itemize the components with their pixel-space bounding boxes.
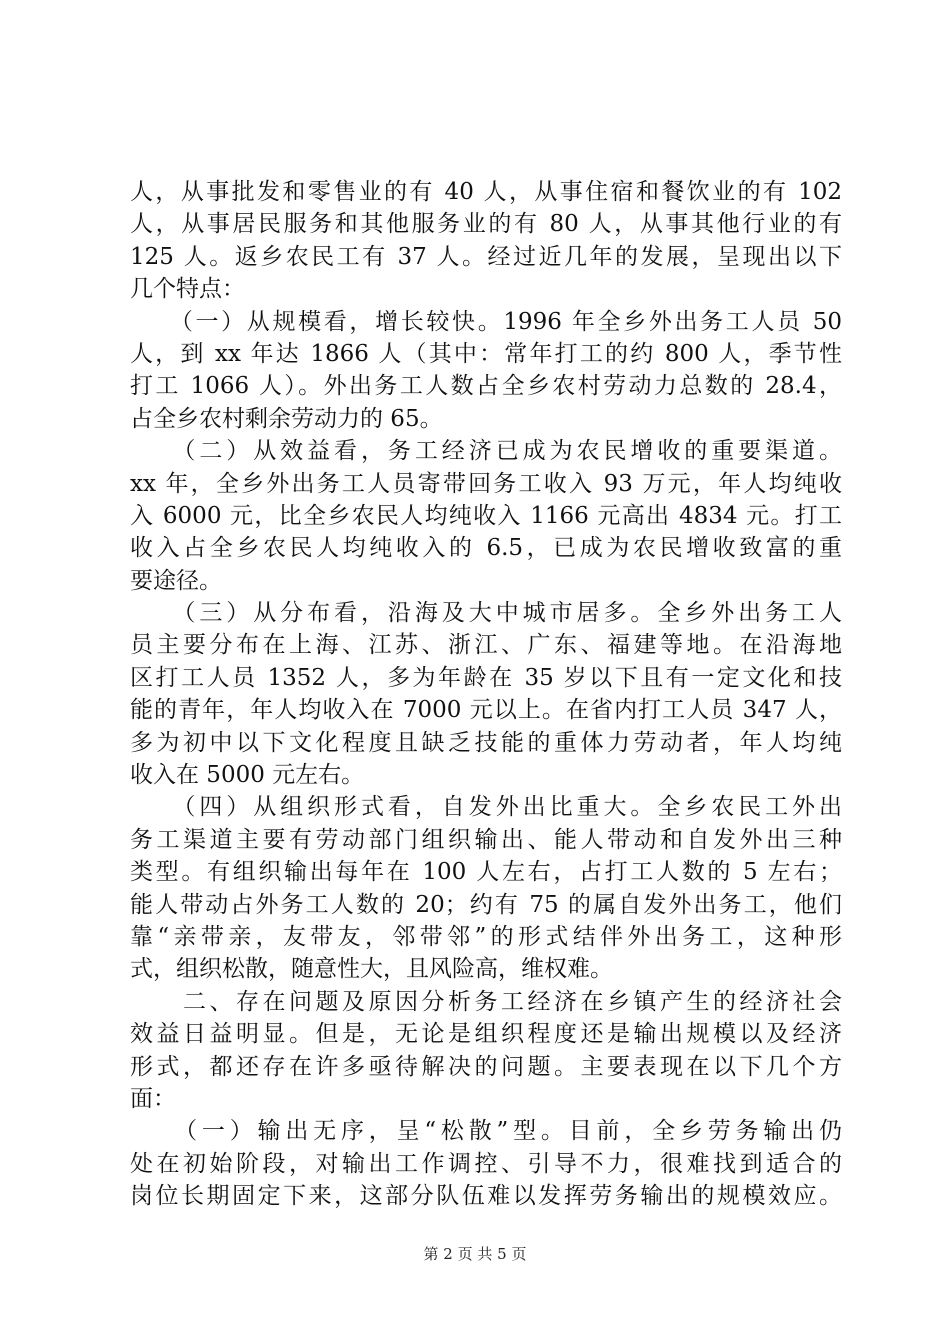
text-line: 125 人。返乡农民工有 37 人。经过近几年的发展，呈现出以下 bbox=[130, 243, 842, 270]
text-line: （四）从组织形式看，自发外出比重大。全乡农民工外出 bbox=[130, 794, 842, 821]
text-line: 处在初始阶段，对输出工作调控、引导不力，很难找到适合的 bbox=[130, 1150, 842, 1177]
text-line: 靠“亲带亲，友带友，邻带邻”的形式结伴外出务工，这种形 bbox=[130, 923, 842, 950]
text-line: 式，组织松散，随意性大，且风险高，维权难。 bbox=[130, 956, 613, 983]
text-line: 形式，都还存在许多亟待解决的问题。主要表现在以下几个方 bbox=[130, 1053, 842, 1080]
text-line: 二、存在问题及原因分析务工经济在乡镇产生的经济社会 bbox=[130, 988, 842, 1015]
text-line: （一）从规模看，增长较快。1996 年全乡外出务工人员 50 bbox=[130, 308, 842, 335]
text-line: 岗位长期固定下来，这部分队伍难以发挥劳务输出的规模效应。 bbox=[130, 1183, 842, 1210]
text-line: 效益日益明显。但是，无论是组织程度还是输出规模以及经济 bbox=[130, 1021, 842, 1048]
text-line: 收入在 5000 元左右。 bbox=[130, 762, 365, 789]
text-line: （二）从效益看，务工经济已成为农民增收的重要渠道。 bbox=[130, 438, 842, 465]
text-line: 打工 1066 人）。外出务工人数占全乡农村劳动力总数的 28.4， bbox=[130, 373, 842, 400]
text-line: 面： bbox=[130, 1085, 176, 1112]
text-line: 区打工人员 1352 人，多为年龄在 35 岁以下且有一定文化和技 bbox=[130, 664, 842, 691]
text-line: 人，从事批发和零售业的有 40 人，从事住宿和餐饮业的有 102 bbox=[130, 179, 842, 205]
text-line: 人，到 xx 年达 1866 人（其中：常年打工的约 800 人，季节性 bbox=[130, 340, 842, 367]
text-line: 几个特点： bbox=[130, 276, 245, 303]
text-line: （三）从分布看，沿海及大中城市居多。全乡外出务工人 bbox=[130, 600, 842, 627]
text-line: 入 6000 元，比全乡农民人均纯收入 1166 元高出 4834 元。打工 bbox=[130, 502, 842, 529]
text-line: 要途径。 bbox=[130, 567, 222, 594]
text-line: 务工渠道主要有劳动部门组织输出、能人带动和自发外出三种 bbox=[130, 826, 842, 853]
text-line: 能的青年，年人均收入在 7000 元以上。在省内打工人员 347 人， bbox=[130, 697, 842, 724]
text-line: 占全乡农村剩余劳动力的 65。 bbox=[130, 405, 443, 432]
text-line: 人，从事居民服务和其他服务业的有 80 人，从事其他行业的有 bbox=[130, 211, 842, 238]
text-line: 收入占全乡农民人均纯收入的 6.5，已成为农民增收致富的重 bbox=[130, 535, 842, 562]
text-line: （一）输出无序，呈“松散”型。目前，全乡劳务输出仍 bbox=[130, 1118, 842, 1145]
page-footer: 第 2 页 共 5 页 bbox=[423, 1245, 527, 1263]
text-line: 能人带动占外务工人数的 20；约有 75 的属自发外出务工，他们 bbox=[130, 891, 842, 918]
body-text bbox=[130, 176, 842, 1213]
text-line: xx 年，全乡外出务工人员寄带回务工收入 93 万元，年人均纯收 bbox=[130, 470, 842, 497]
text-line: 员主要分布在上海、江苏、浙江、广东、福建等地。在沿海地 bbox=[130, 632, 842, 659]
text-line: 类型。有组织输出每年在 100 人左右，占打工人数的 5 左右； bbox=[130, 859, 842, 886]
text-line: 多为初中以下文化程度且缺乏技能的重体力劳动者，年人均纯 bbox=[130, 729, 842, 756]
